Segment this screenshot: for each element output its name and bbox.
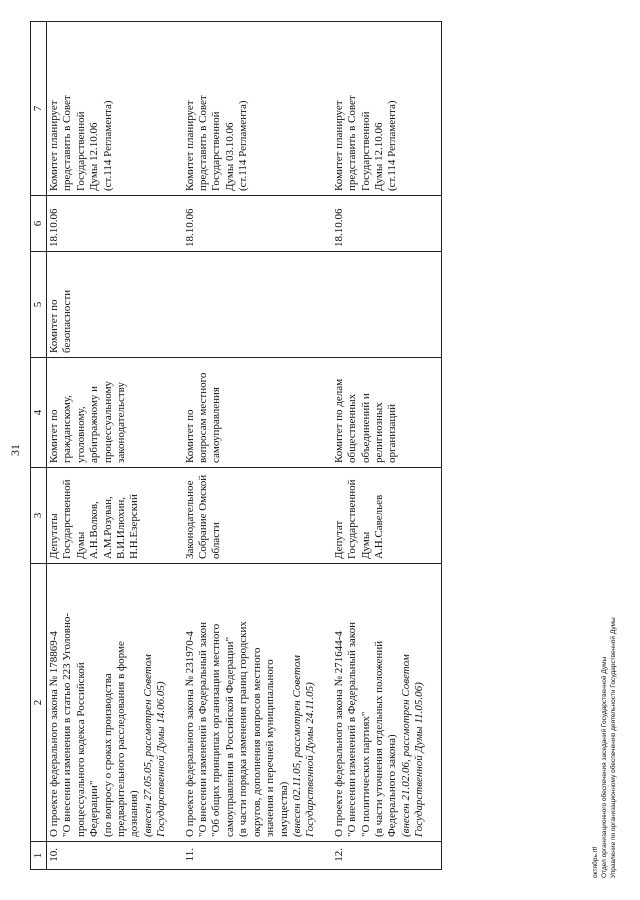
committee-plan-line: представить в Совет	[346, 95, 359, 191]
bill-description-line: имущества)	[277, 781, 290, 837]
committee-plan-line: Государственной	[359, 111, 372, 191]
bill-status-note: (внесен 27.05.05, рассмотрен Советом	[141, 654, 154, 837]
footer-filename: октябрь.rtf	[592, 846, 599, 878]
committee-plan-line: (ст.114 Регламента)	[101, 100, 114, 191]
committee-plan-line: (ст.114 Регламента)	[386, 100, 399, 191]
bill-description-line: О проекте федерального закона № 271644-4	[332, 631, 345, 837]
bill-description-line: Федерального закона)	[386, 734, 399, 837]
bill-authors	[332, 468, 441, 564]
bill-description-line: "О внесении изменений в Федеральный закон	[346, 622, 359, 837]
col-header-6: 6	[31, 196, 47, 252]
agenda-table	[30, 21, 442, 870]
bill-authors-line: А.Н.Волков,	[88, 501, 101, 559]
bill-authors-line: области	[210, 522, 223, 559]
col-header-2: 2	[31, 564, 47, 842]
table-row	[47, 22, 183, 870]
bill-description-line: (в части уточнения отдельных положений	[372, 640, 385, 837]
committee-plan-line: представить в Совет	[61, 95, 74, 191]
table-row	[183, 22, 332, 870]
bill-description-line: дознания)	[128, 790, 141, 837]
committee-plan	[183, 22, 332, 196]
bill-description-line: О проекте федерального закона № 178869-4	[48, 631, 60, 837]
committee-plan-line: Комитет планирует	[332, 100, 345, 191]
bill-authors-line: Законодательное	[183, 480, 196, 559]
co-executor-committee	[332, 252, 441, 358]
responsible-committee	[183, 358, 332, 468]
col-header-3: 3	[31, 468, 47, 564]
bill-description-line: (по вопросу о сроках производства	[101, 673, 114, 837]
col-header-7: 7	[31, 22, 47, 196]
responsible-committee-line: процессуальному	[101, 380, 114, 463]
col-header-4: 4	[31, 358, 47, 468]
committee-plan-line: Комитет планирует	[48, 100, 60, 191]
bill-authors-line: Государственной	[346, 479, 359, 559]
page-number: 31	[8, 444, 22, 456]
bill-authors-line: Н.Н.Езерский	[128, 494, 141, 559]
bill-status-note: Государственной Думы 24.11.05)	[304, 682, 317, 837]
bill-status-note: (внесен 02.11.05, рассмотрен Советом	[290, 655, 303, 837]
col-header-5: 5	[31, 252, 47, 358]
responsible-committee-line: Комитет по	[48, 409, 60, 463]
bill-description	[183, 564, 332, 842]
bill-authors-line: Думы	[359, 531, 372, 559]
committee-plan-line: Думы 12.10.06	[372, 122, 385, 191]
bill-authors-line: Депутат	[332, 520, 345, 559]
committee-plan-line: Думы 12.10.06	[88, 122, 101, 191]
bill-authors-line: Государственной	[61, 479, 74, 559]
bill-authors-line: А.М.Розуван,	[101, 496, 114, 559]
committee-plan-line: представить в Совет	[197, 95, 210, 191]
committee-plan-line: (ст.114 Регламента)	[237, 100, 250, 191]
bill-status-note: (внесен 21.02.06, рассмотрен Советом	[399, 654, 412, 837]
bill-authors-line: А.Н.Савельев	[372, 494, 385, 559]
bill-description	[332, 564, 441, 842]
committee-plan	[332, 22, 441, 196]
row-number: 10.	[47, 842, 183, 870]
responsible-committee-line: религиозных	[372, 402, 385, 463]
co-executor-committee-line: безопасности	[61, 289, 74, 353]
responsible-committee-line: общественных	[346, 393, 359, 463]
bill-description-line: "О внесении изменения в статью 223 Уголовно-	[61, 612, 74, 837]
responsible-committee-line: вопросам местного	[197, 372, 210, 463]
bill-description	[47, 564, 183, 842]
bill-description-line: "О внесении изменений в Федеральный закон	[197, 622, 210, 837]
committee-plan-line: Думы 03.10.06	[223, 122, 236, 191]
responsible-committee	[332, 358, 441, 468]
bill-description-line: (в части порядка изменения границ городских	[237, 621, 250, 837]
co-executor-committee	[47, 252, 183, 358]
review-date: 18.10.06	[332, 196, 441, 252]
bill-description-line: предварительного расследования в форме	[115, 641, 128, 837]
bill-description-line: процессуального кодекса Российской	[74, 662, 87, 837]
bill-authors	[47, 468, 183, 564]
bill-description-line: "Об общих принципах организации местного	[210, 623, 223, 837]
review-date: 18.10.06	[47, 196, 183, 252]
bill-description-line: Федерации"	[88, 780, 101, 837]
co-executor-committee	[183, 252, 332, 358]
responsible-committee-line: арбитражному и	[88, 385, 101, 463]
committee-plan-line: Государственной	[74, 111, 87, 191]
bill-description-line: значения и перечней муниципального	[264, 659, 277, 837]
committee-plan	[47, 22, 183, 196]
review-date: 18.10.06	[183, 196, 332, 252]
footer-department: Отдел организационного обеспечения заседаний Государственной Думы	[600, 656, 608, 878]
row-number: 12.	[332, 842, 441, 870]
responsible-committee-line: объединений и	[359, 393, 372, 463]
responsible-committee-line: Комитет по	[183, 409, 196, 463]
responsible-committee-line: законодательству	[115, 382, 128, 463]
responsible-committee-line: организаций	[386, 403, 399, 463]
bill-authors-line: Собрание Омской	[197, 474, 210, 559]
bill-description-line: "О политических партиях"	[359, 711, 372, 837]
bill-status-note: Государственной Думы 11.05.06)	[413, 682, 426, 837]
row-number: 11.	[183, 842, 332, 870]
bill-description-line: округов, дополнения вопросов местного	[250, 647, 263, 837]
responsible-committee-line: самоуправления	[210, 387, 223, 463]
header-row	[31, 22, 47, 870]
col-header-1: 1	[31, 842, 47, 870]
bill-authors-line: Думы	[74, 531, 87, 559]
bill-authors-line: В.И.Илюхин,	[115, 496, 128, 559]
bill-description-line: самоуправления в Российской Федерации"	[223, 636, 236, 837]
responsible-committee-line: уголовному,	[74, 406, 87, 463]
bill-description-line: О проекте федерального закона № 231970-4	[183, 631, 196, 837]
bill-status-note: Государственной Думы 14.06.05)	[155, 681, 168, 837]
responsible-committee-line: гражданскому,	[61, 395, 74, 463]
committee-plan-line: Комитет планирует	[183, 100, 196, 191]
responsible-committee-line: Комитет по делам	[332, 378, 345, 463]
responsible-committee	[47, 358, 183, 468]
co-executor-committee-line: Комитет по	[48, 299, 60, 353]
footer-directorate: Управление по организационному обеспечению деятельности Государственной Думы	[609, 617, 617, 878]
bill-authors-line: Депутаты	[48, 513, 60, 559]
document-footer	[592, 617, 618, 878]
committee-plan-line: Государственной	[210, 111, 223, 191]
bill-authors	[183, 468, 332, 564]
table-row	[332, 22, 441, 870]
